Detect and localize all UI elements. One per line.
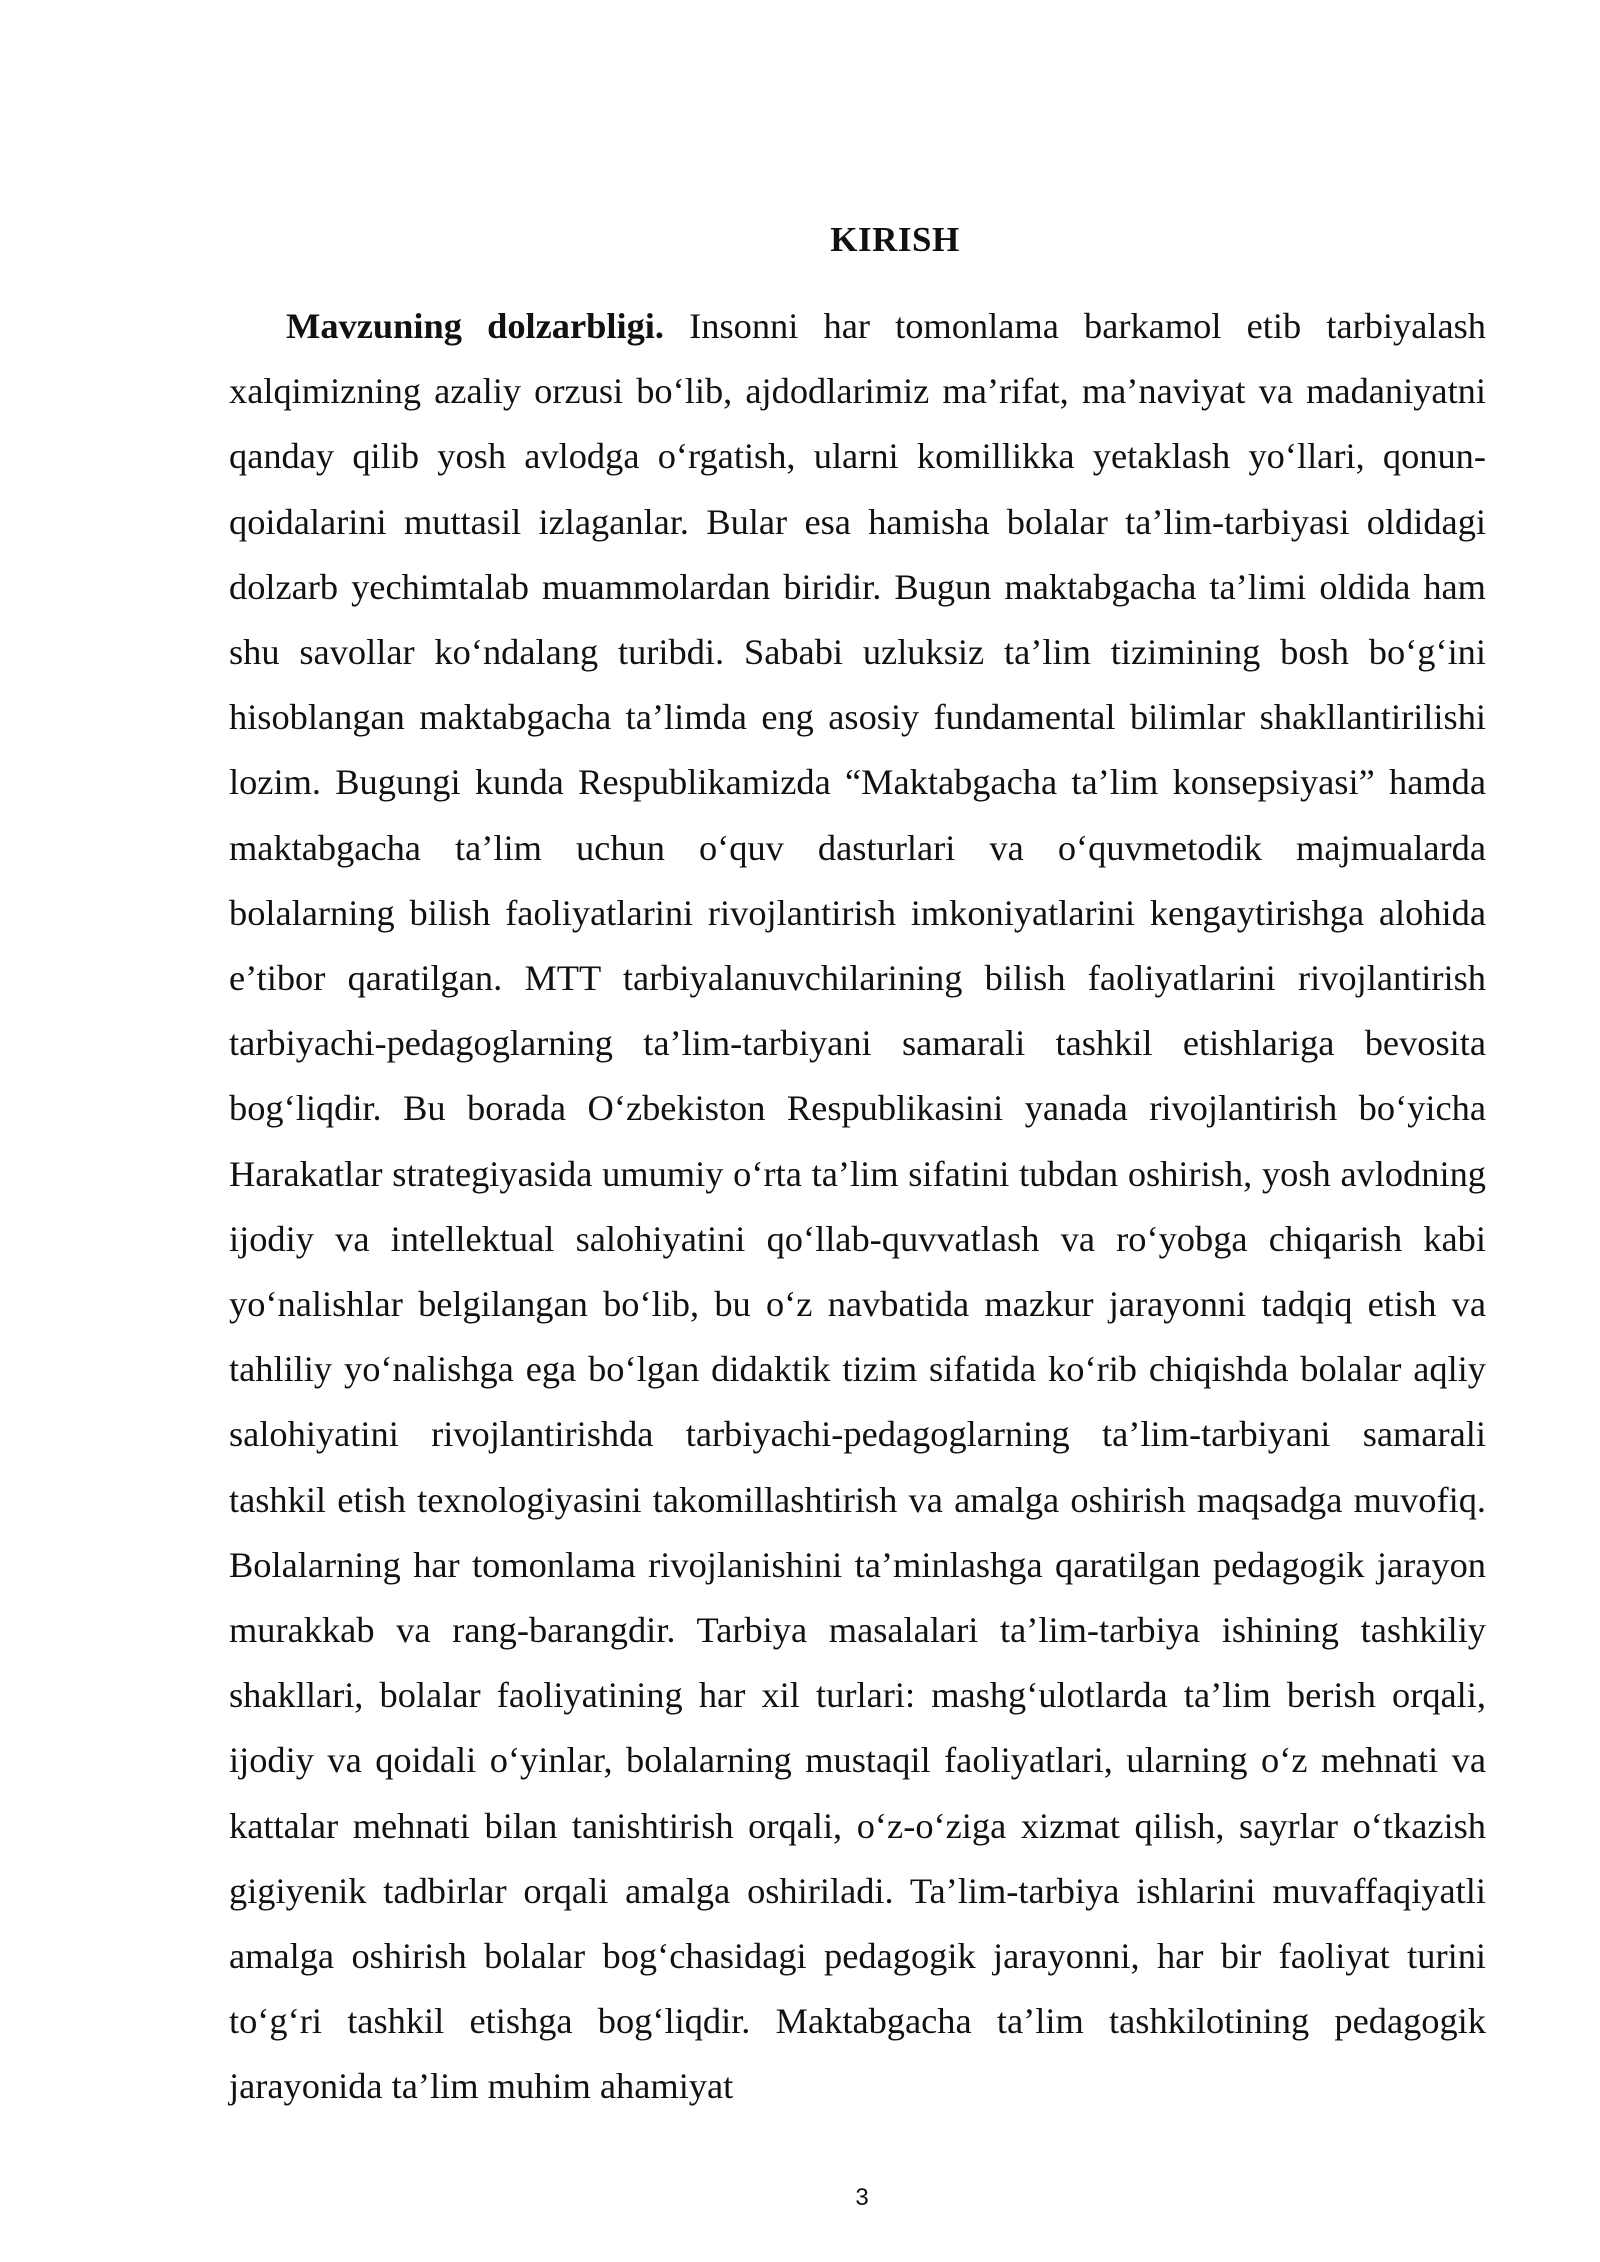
page-number: 3 <box>855 2184 869 2211</box>
paragraph-text: Insonni har tomonlama barkamol etib tarbiyalash xalqimizning azaliy orzusi bo‘lib, ajdodlarimiz ma’rifat, ma’naviyat va madaniyatni qanday qilib yosh avlodga o‘rgatish, ularni komillikka yetaklash yo‘llari, qonun-qoidalarini muttasil izlaganlar. Bular esa hamisha bolalar ta’lim-tarbiyasi oldidagi dolzarb yechimtalab muammolardan biridir. Bugun maktabgacha ta’limi oldida ham shu savollar ko‘ndalang turibdi. Sababi uzluksiz ta’lim tizimining bosh bo‘g‘ini hisoblangan maktabgacha ta’limda eng asosiy fundamental bilimlar shakllantirilishi lozim. Bugungi kunda Respublikamizda “Maktabgacha ta’lim konsepsiyasi” hamda maktabgacha ta’lim uchun o‘quv dasturlari va o‘quvmetodik majmualarda bolalarning bilish faoliyatlarini rivojlantirish imkoniyatlarini kengaytirishga alohida e’tibor qaratilgan. MTT tarbiyalanuvchilarining bilish faoliyatlarini rivojlantirish tarbiyachi-pedagoglarning ta’lim-tarbiyani samarali tashkil etishlariga bevosita bog‘liqdir. Bu borada O‘zbekiston Respublikasini yanada rivojlantirish bo‘yicha Harakatlar strategiyasida umumiy o‘rta ta’lim sifatini tubdan oshirish, yosh avlodning ijodiy va intellektual salohiyatini qo‘llab-quvvatlash va ro‘yobga chiqarish kabi yo‘nalishlar belgilangan bo‘lib, bu o‘z navbatida mazkur jarayonni tadqiq etish va tahliliy yo‘nalishga ega bo‘lgan didaktik tizim sifatida ko‘rib chiqishda bolalar aqliy salohiyatini rivojlantirishda tarbiyachi-pedagoglarning ta’lim-tarbiyani samarali tashkil etish texnologiyasini takomillashtirish va amalga oshirish maqsadga muvofiq. Bolalarning har tomonlama rivojlanishini ta’minlashga qaratilgan pedagogik jarayon murakkab va rang-barangdir. Tarbiya masalalari ta’lim-tarbiya ishining tashkiliy shakllari, bolalar faoliyatining har xil turlari: mashg‘ulotlarda ta’lim berish orqali, ijodiy va qoidali o‘yinlar, bolalarning mustaqil faoliyatlari, ularning o‘z mehnati va kattalar mehnati bilan tanishtirish orqali, o‘z-o‘ziga xizmat qilish, sayrlar o‘tkazish gigiyenik tadbirlar orqali amalga oshiriladi. Ta’lim-tarbiya ishlarini muvaffaqiyatli amalga oshirish bolalar bog‘chasidagi pedagogik jarayonni, har bir faoliyat turini to‘g‘ri tashkil etishga bog‘liqdir. Maktabgacha ta’lim tashkilotining pedagogik jarayonida ta’lim muhim ahamiyat <box>229 306 1486 2107</box>
body-paragraph <box>229 294 1486 2120</box>
paragraph-lead: Mavzuning dolzarbligi. <box>286 306 664 346</box>
section-heading: KIRISH <box>830 220 960 259</box>
